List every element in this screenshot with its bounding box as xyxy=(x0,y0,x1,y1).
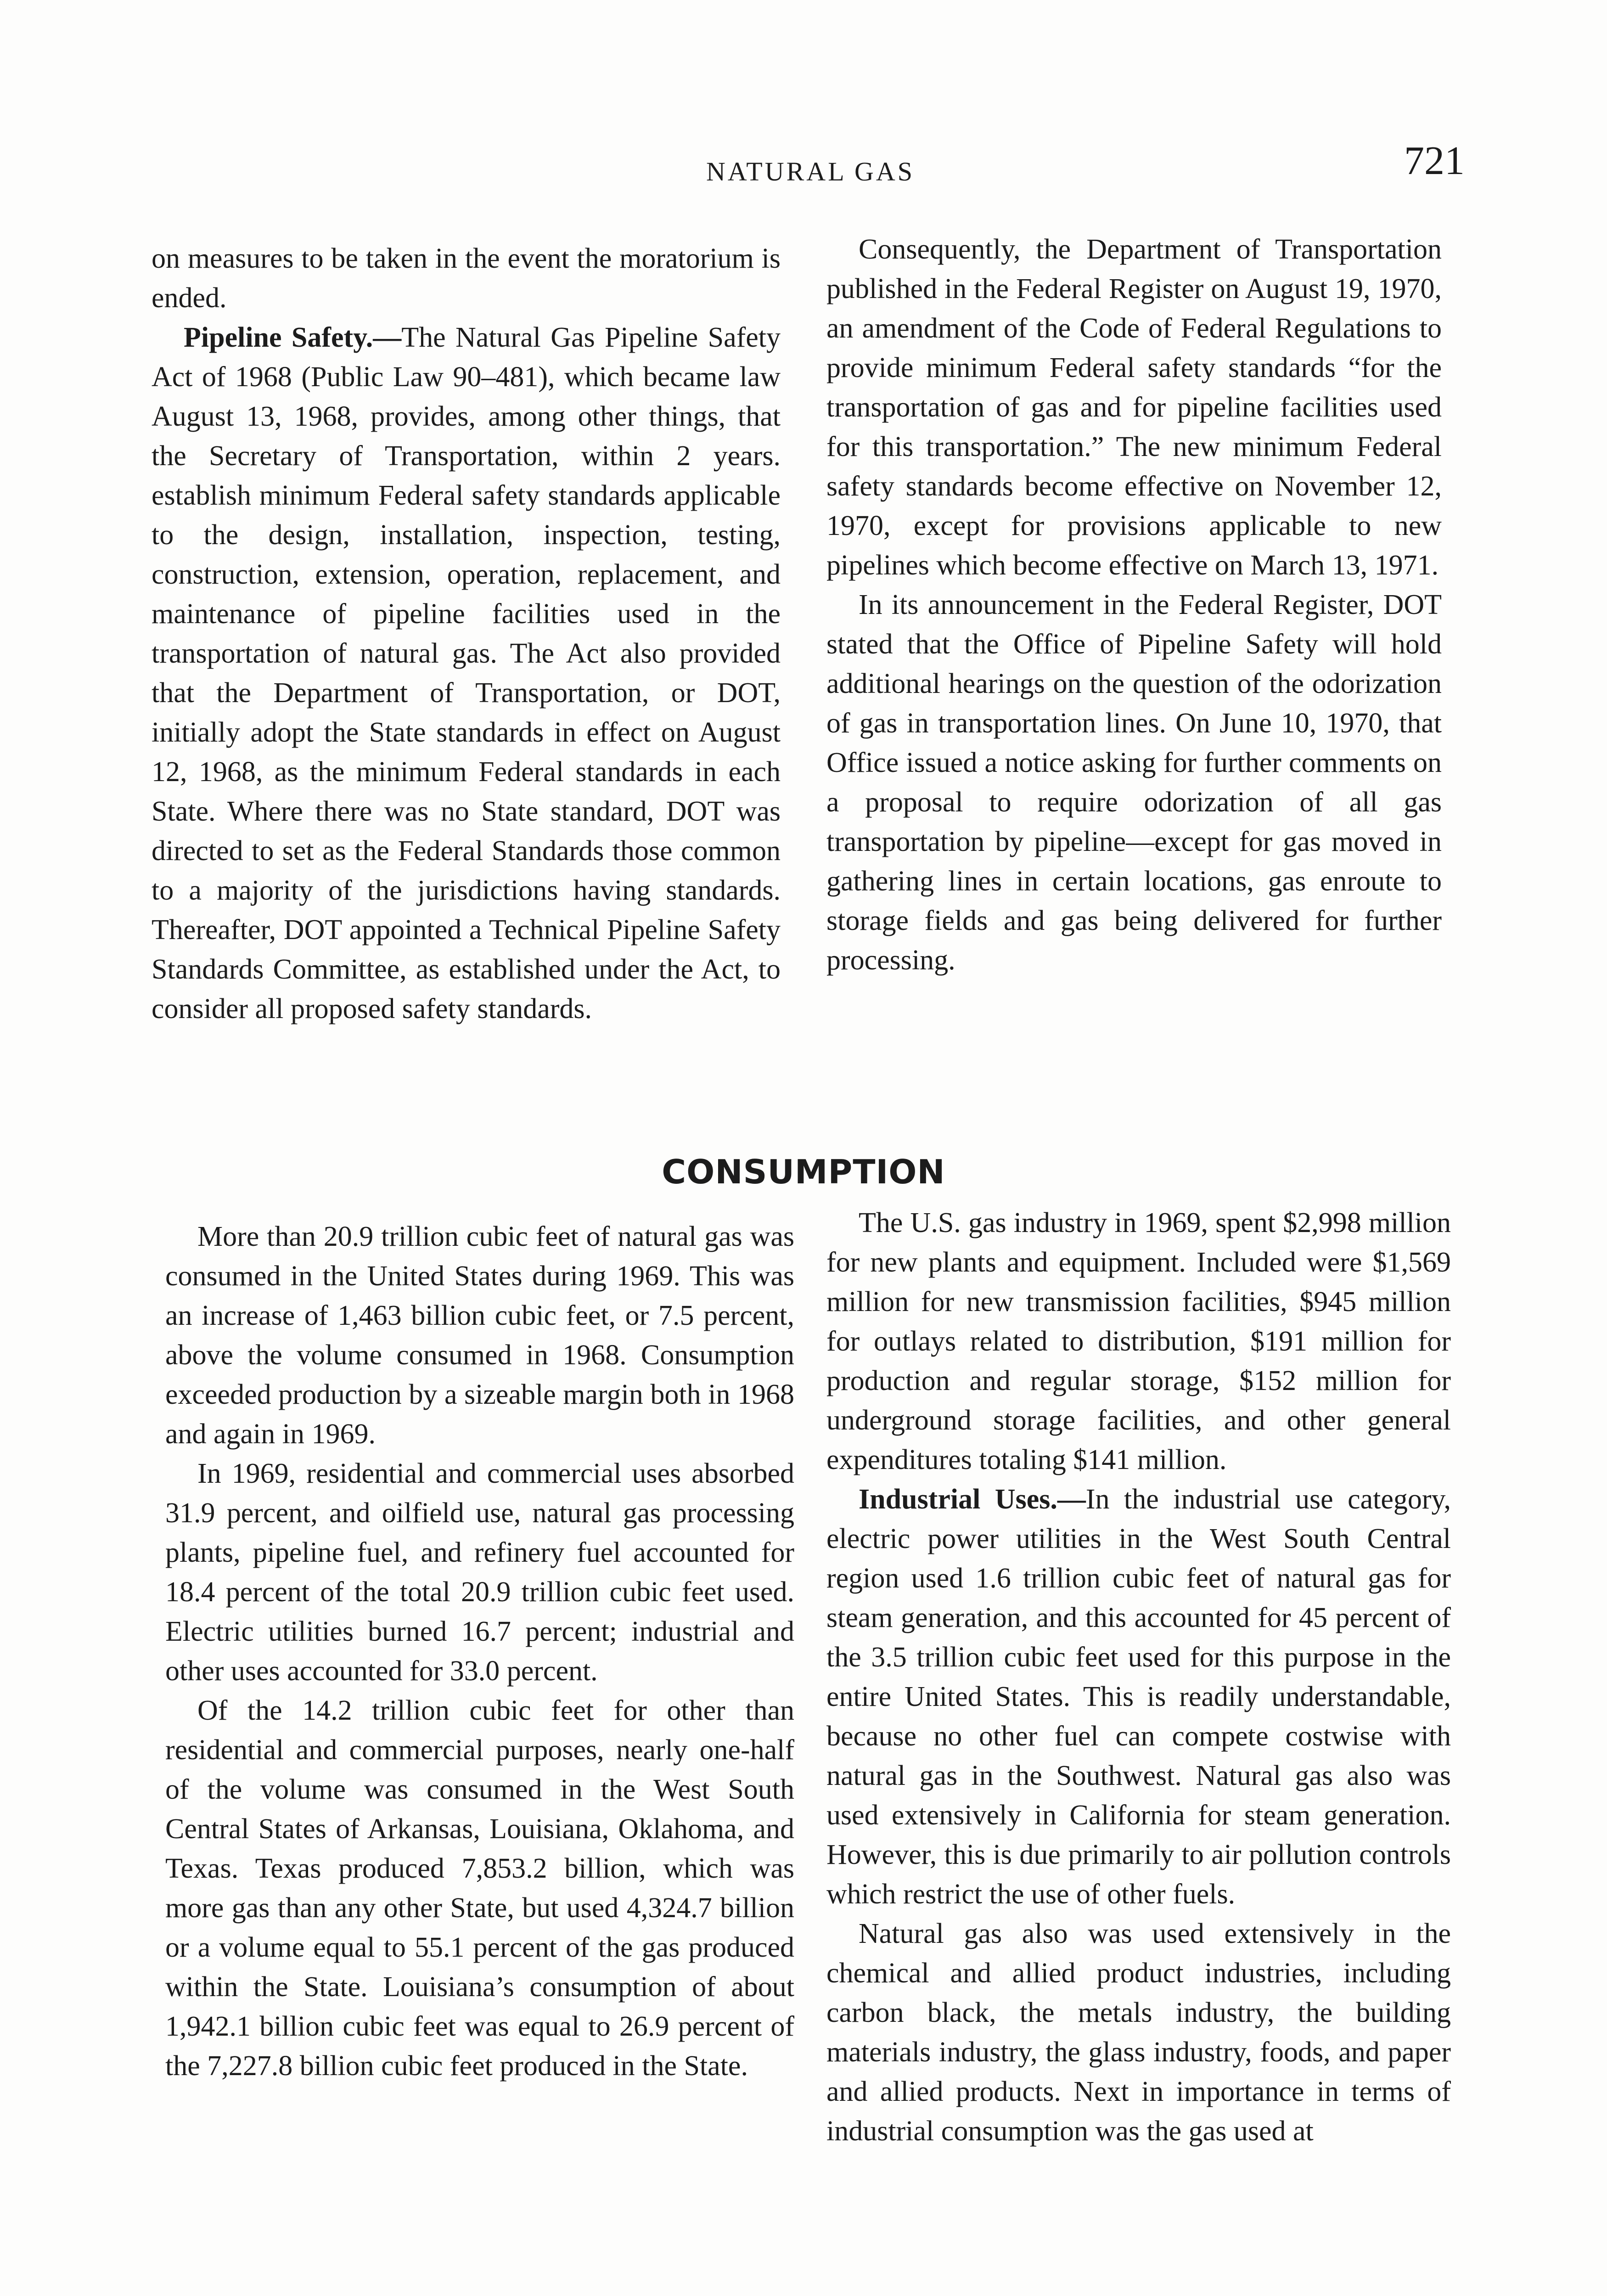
run-in-heading-pipeline-safety: Pipeline Safety.— xyxy=(184,322,402,353)
run-in-heading-industrial-uses: Industrial Uses.— xyxy=(859,1484,1086,1515)
paragraph-use-shares: In 1969, residential and commercial uses absorbed 31.9 percent, and oilfield use, natural gas processing plants, pipeline fuel, and refinery fuel accounted for 18.4 percent of the total 20.9 trillion cubic feet used. Electric utilities burned 16.7 percent; industrial and other uses accounted for 33.0 percent. xyxy=(165,1458,794,1687)
running-head: NATURAL GAS xyxy=(706,157,915,186)
top-left-column xyxy=(152,239,781,1029)
paragraph-industrial-uses xyxy=(826,1480,1451,1914)
page-header xyxy=(152,138,1469,193)
paragraph-total-consumption: More than 20.9 trillion cubic feet of natural gas was consumed in the United States during 1969. This was an increase of 1,463 billion cubic feet, or 7.5 percent, above the volume consumed in 1968. Consumption exceeded production by a sizeable margin both in 1968 and again in 1969. xyxy=(165,1221,794,1450)
paragraph-regional-consumption: Of the 14.2 trillion cubic feet for other than residential and commercial purposes, nearly one-half of the volume was consumed in the West South Central States of Arkansas, Louisiana, Oklahoma, and Texas. Texas produced 7,853.2 billion, which was more gas than any other State, but used 4,324.7 billion or a volume equal to 55.1 percent of the gas produced within the State. Louisiana’s consumption of about 1,942.1 billion cubic feet was equal to 26.9 percent of the 7,227.8 billion cubic feet produced in the State. xyxy=(165,1695,794,2082)
paragraph-industry-expenditures: The U.S. gas industry in 1969, spent $2,998 million for new plants and equipment. Included were $1,569 million for new transmission facilities, $945 million for outlays related to distribution, $191 million for production and regular storage, $152 million for underground storage facilities, and other general expenditures totaling $141 million. xyxy=(826,1207,1451,1475)
paragraph-odorization: In its announcement in the Federal Register, DOT stated that the Office of Pipeline Safety will hold additional hearings on the question of the odorization of gas in transportation lines. On June 10, 1970, that Office issued a notice asking for further comments on a proposal to require odorization of all gas transportation by pipeline—except for gas moved in gathering lines in certain locations, gas enroute to storage fields and gas being delivered for further processing. xyxy=(826,589,1442,976)
paragraph-pipeline-safety xyxy=(152,318,781,1029)
pipeline-safety-text: The Natural Gas Pipeline Safety Act of 1968 (Public Law 90–481), which became law August 13, 1968, provides, among other things, that the Secretary of Transportation, within 2 years. establish minimum Federal safety standards applicable to the design, installation, inspection, testing, construction, extension, operation, replacement, and maintenance of pipeline facilities used in the transportation of natural gas. The Act also provided that the Department of Transportation, or DOT, initially adopt the State standards in effect on August 12, 1968, as the minimum Federal standards in each State. Where there was no State standard, DOT was directed to set as the Federal Standards those common to a majority of the jurisdictions having standards. Thereafter, DOT appointed a Technical Pipeline Safety Standards Committee, as established under the Act, to consider all proposed safety standards. xyxy=(152,322,781,1024)
industrial-uses-text: In the industrial use category, electric power utilities in the West South Central region used 1.6 trillion cubic feet of natural gas for steam generation, and this accounted for 45 percent of the 3.5 trillion cubic feet used for this purpose in the entire United States. This is readily understandable, because no other fuel can compete costwise with natural gas in the Southwest. Natural gas also was used extensively in California for steam generation. However, this is due primarily to air pollution controls which restrict the use of other fuels. xyxy=(826,1484,1451,1910)
page-number: 721 xyxy=(1404,139,1465,183)
paragraph-moratorium: on measures to be taken in the event the moratorium is ended. xyxy=(152,243,781,314)
top-right-column xyxy=(826,230,1442,980)
bottom-left-column xyxy=(165,1217,794,2086)
paragraph-chemical-industries: Natural gas also was used extensively in the chemical and allied product industries, including carbon black, the metals industry, the building materials industry, the glass industry, foods, and paper and allied products. Next in importance in terms of industrial consumption was the gas used at xyxy=(826,1918,1451,2147)
paragraph-federal-register: Consequently, the Department of Transportation published in the Federal Register on August 19, 1970, an amendment of the Code of Federal Regulations to provide minimum Federal safety standards “for the transportation of gas and for pipeline facilities used for this transportation.” The new minimum Federal safety standards become effective on November 12, 1970, except for provisions applicable to new pipelines which become effective on March 13, 1971. xyxy=(826,234,1442,581)
bottom-right-column xyxy=(826,1203,1451,2151)
section-heading-consumption: CONSUMPTION xyxy=(662,1153,945,1191)
